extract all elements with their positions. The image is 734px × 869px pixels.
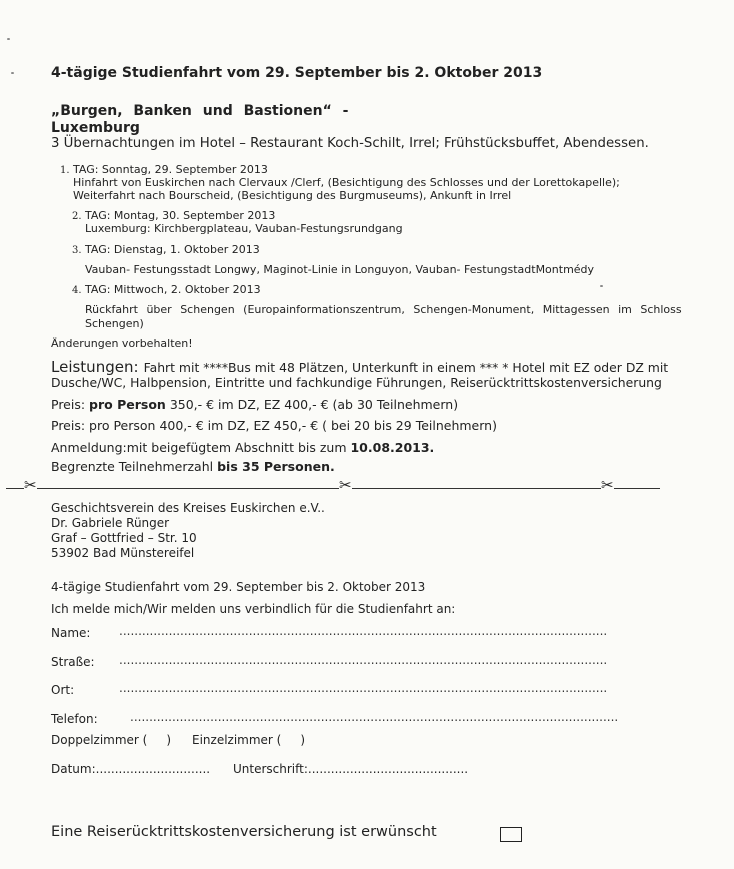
day-heading: TAG: Montag, 30. September 2013	[85, 209, 276, 222]
services-line2: Dusche/WC, Halbpension, Eintritte und fachkundige Führungen, Reiserücktrittskostenversicherung	[51, 375, 662, 390]
participant-limit	[51, 459, 335, 474]
day-detail: Vauban- Festungsstadt Longwy, Maginot-Linie in Longuyon, Vauban- FestungstadtMontmédy	[85, 263, 595, 276]
limit-bold: bis 35 Personen.	[217, 459, 335, 474]
day-number: 1.	[60, 165, 70, 176]
signature-field[interactable]: Unterschrift:..........................................	[233, 762, 469, 776]
day-number: 3.	[72, 245, 82, 256]
registration-deadline	[51, 440, 434, 455]
scan-speck	[11, 72, 14, 74]
street-label: Straße:	[51, 655, 95, 669]
city-label: Ort:	[51, 683, 75, 697]
services-text: Fahrt mit ****Bus mit 48 Plätzen, Unterkunft in einem *** * Hotel mit EZ oder DZ mit	[143, 360, 669, 375]
date-field[interactable]: Datum:..............................	[51, 762, 211, 776]
day-number: 2.	[72, 211, 82, 222]
day-number: 4.	[72, 285, 82, 296]
form-intro: Ich melde mich/Wir melden uns verbindlich für die Studienfahrt an:	[51, 602, 456, 616]
phone-label: Telefon:	[51, 712, 98, 726]
scissors-icon: ✂	[601, 476, 614, 494]
price-2: Preis: pro Person 400,- € im DZ, EZ 450,- € ( bei 20 bis 29 Teilnehmern)	[51, 418, 497, 433]
trip-title: 4-tägige Studienfahrt vom 29. September bis 2. Oktober 2013	[51, 65, 543, 81]
day-detail: Hinfahrt von Euskirchen nach Clervaux /Clerf, (Besichtigung des Schlosses und der Lorettokapelle);	[73, 176, 620, 189]
scan-speck	[7, 38, 10, 40]
scissors-icon: ✂	[339, 476, 352, 494]
day-heading: TAG: Sonntag, 29. September 2013	[73, 163, 268, 176]
insurance-checkbox[interactable]	[500, 827, 522, 842]
day-detail: Luxemburg: Kirchbergplateau, Vauban-Festungsrundgang	[85, 222, 403, 235]
day-heading: TAG: Mittwoch, 2. Oktober 2013	[85, 283, 261, 296]
double-room-option[interactable]: Doppelzimmer ( )	[51, 733, 172, 747]
changes-note: Änderungen vorbehalten!	[51, 337, 193, 350]
day-heading: TAG: Dienstag, 1. Oktober 2013	[85, 243, 260, 256]
street-field[interactable]: ................................................................................................................................	[119, 653, 608, 667]
day-detail-text: Rückfahrt über Schengen (Europainformationszentrum, Schengen-Monument, Mittagessen im Schloss	[85, 303, 682, 316]
city-field[interactable]: ................................................................................................................................	[119, 681, 608, 695]
services-label: Leistungen:	[51, 358, 139, 376]
trip-subtitle-line2: Luxemburg	[51, 120, 140, 136]
day-detail: Weiterfahrt nach Bourscheid, (Besichtigung des Burgmuseums), Ankunft in Irrel	[73, 189, 512, 202]
phone-field[interactable]: ................................................................................................................................	[130, 710, 619, 724]
name-field[interactable]: ................................................................................................................................	[119, 624, 608, 638]
form-title: 4-tägige Studienfahrt vom 29. September bis 2. Oktober 2013	[51, 580, 426, 594]
price-1	[51, 397, 458, 412]
address-line: Graf – Gottfried – Str. 10	[51, 531, 197, 545]
address-line: 53902 Bad Münstereifel	[51, 546, 195, 560]
limit-text: Begrenzte Teilnehmerzahl	[51, 459, 218, 474]
trip-subtitle-line1: „Burgen, Banken und Bastionen“ -	[51, 103, 349, 119]
single-room-option[interactable]: Einzelzimmer ( )	[192, 733, 306, 747]
name-label: Name:	[51, 626, 91, 640]
scan-speck	[600, 285, 603, 287]
cut-line	[6, 488, 660, 489]
day-detail: Schengen)	[85, 317, 144, 330]
services-line1	[51, 357, 668, 376]
price-1-suffix: 350,- € im DZ, EZ 400,- € (ab 30 Teilnehmern)	[165, 397, 459, 412]
overnight-info: 3 Übernachtungen im Hotel – Restaurant Koch-Schilt, Irrel; Frühstücksbuffet, Abendessen.	[51, 136, 649, 151]
address-line: Dr. Gabriele Rünger	[51, 516, 170, 530]
address-line: Geschichtsverein des Kreises Euskirchen e.V..	[51, 501, 325, 515]
price-1-bold: pro Person	[89, 397, 166, 412]
scissors-icon: ✂	[24, 476, 37, 494]
price-1-prefix: Preis:	[51, 397, 90, 412]
registration-date: 10.08.2013.	[350, 440, 435, 455]
insurance-request: Eine Reiserücktrittskostenversicherung ist erwünscht	[51, 824, 437, 840]
registration-text: Anmeldung:mit beigefügtem Abschnitt bis zum	[51, 440, 351, 455]
day-detail	[85, 303, 682, 316]
